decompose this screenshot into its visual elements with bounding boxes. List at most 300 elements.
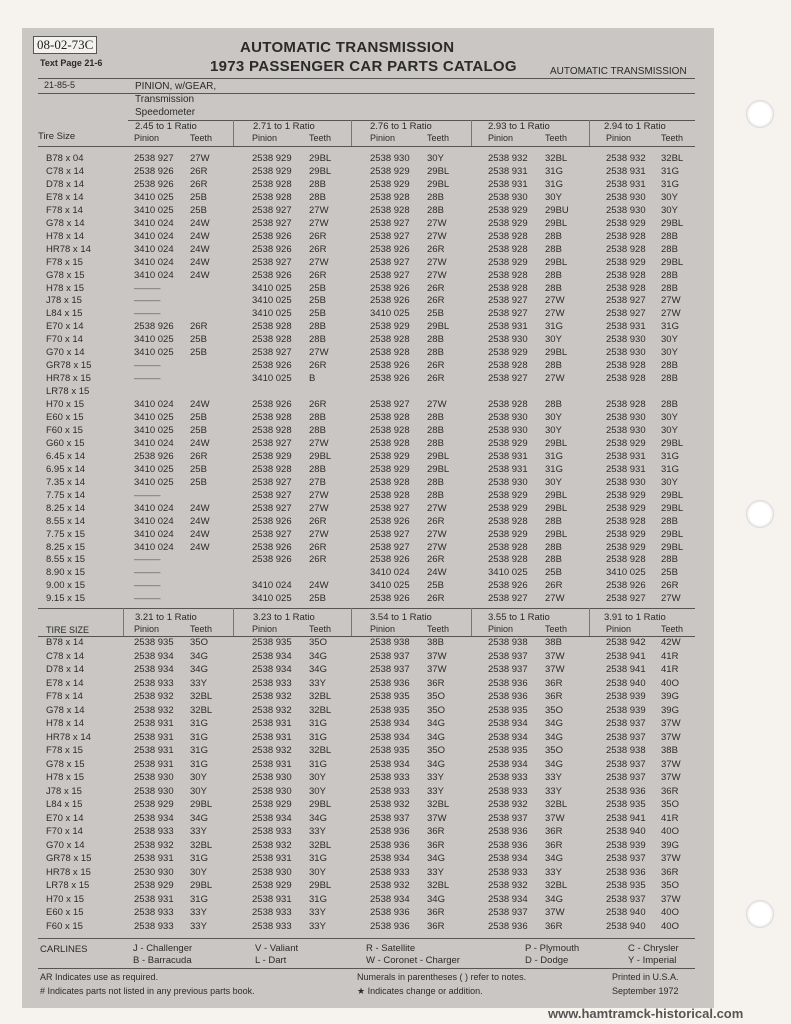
- tire-size-cell: F78 x 15: [46, 745, 83, 757]
- pinion-part-cell: 2538 934: [134, 664, 174, 676]
- pinion-part-cell: 2538 928: [488, 269, 528, 281]
- pinion-part-cell: 2538 927: [252, 476, 292, 488]
- pinion-part-cell: 2538 926: [488, 580, 528, 592]
- pinion-part-cell: 2538 927: [370, 502, 410, 514]
- tire-size-cell: L84 x 15: [46, 308, 83, 320]
- teeth-header: Teeth: [427, 624, 450, 634]
- teeth-header: Teeth: [661, 133, 684, 143]
- pinion-part-cell: 2538 931: [488, 463, 528, 475]
- pinion-part-cell: 2538 929: [134, 880, 174, 892]
- pinion-part-cell: 2538 933: [252, 826, 292, 838]
- teeth-cell: 26R: [309, 515, 327, 527]
- teeth-cell: 35O: [545, 745, 563, 757]
- pinion-part-cell: 2538 926: [370, 295, 410, 307]
- table-row: [0, 880, 791, 893]
- pinion-part-cell: 2538 931: [134, 745, 174, 757]
- teeth-cell: 37W: [545, 664, 565, 676]
- pinion-part-cell: 2538 931: [606, 450, 646, 462]
- teeth-cell: 26R: [309, 360, 327, 372]
- tire-size-cell: B78 x 04: [46, 153, 84, 164]
- pinion-part-cell: 3410 024: [134, 528, 174, 540]
- teeth-cell: 27W: [661, 295, 681, 307]
- pinion-part-cell: 2538 930: [488, 424, 528, 436]
- pinion-part-cell: 2538 927: [370, 230, 410, 242]
- pinion-part-cell: 2538 931: [488, 321, 528, 333]
- teeth-cell: 29BL: [661, 528, 684, 540]
- teeth-cell: 27W: [661, 308, 681, 320]
- pinion-part-cell: 2538 931: [488, 450, 528, 462]
- teeth-cell: 31G: [545, 165, 563, 177]
- teeth-cell: 29BL: [661, 437, 684, 449]
- teeth-cell: 31G: [309, 731, 327, 743]
- teeth-cell: 32BL: [427, 880, 450, 892]
- pinion-part-cell: 2538 940: [606, 826, 646, 838]
- pinion-part-cell: 3410 024: [134, 256, 174, 268]
- pinion-part-cell: 2538 930: [488, 191, 528, 203]
- pinion-part-cell: 2538 927: [134, 153, 174, 164]
- table-row: [0, 772, 791, 785]
- tire-size-cell: E60 x 15: [46, 907, 84, 919]
- teeth-cell: 24W: [190, 502, 210, 514]
- table-row: [0, 705, 791, 718]
- teeth-cell: 28B: [427, 424, 444, 436]
- pinion-part-cell: 3410 025: [134, 191, 174, 203]
- pinion-part-cell: 2538 936: [488, 826, 528, 838]
- pinion-part-cell: 2538 933: [134, 826, 174, 838]
- pinion-part-cell: 2538 929: [606, 489, 646, 501]
- teeth-cell: 24W: [190, 399, 210, 411]
- teeth-cell: 28B: [661, 243, 678, 255]
- tire-size-cell: H78 x 15: [46, 282, 85, 294]
- pinion-part-cell: 2538 938: [488, 637, 528, 648]
- pinion-part-cell: 2538 933: [252, 920, 292, 932]
- teeth-cell: 27W: [309, 256, 329, 268]
- teeth-cell: 33Y: [309, 907, 326, 919]
- pinion-part-cell: 2538 933: [252, 677, 292, 689]
- teeth-cell: 38B: [545, 637, 562, 648]
- pinion-part-cell: 3410 025: [370, 580, 410, 592]
- pinion-part-cell: 2538 927: [606, 593, 646, 605]
- tire-size-header: TIRE SIZE: [46, 625, 90, 635]
- teeth-cell: 37W: [545, 907, 565, 919]
- teeth-cell: 31G: [190, 731, 208, 743]
- table-row: [0, 691, 791, 704]
- teeth-cell: 30Y: [661, 424, 678, 436]
- pinion-part-cell: 3410 024: [134, 502, 174, 514]
- teeth-cell: 32BL: [309, 691, 332, 703]
- teeth-cell: 34G: [545, 853, 563, 865]
- pinion-part-cell: 2538 937: [370, 664, 410, 676]
- tire-size-cell: 8.25 x 14: [46, 502, 86, 514]
- pinion-part-cell: 2538 934: [488, 758, 528, 770]
- tire-size-cell: F60 x 15: [46, 424, 83, 436]
- page-subtitle: 1973 PASSENGER CAR PARTS CATALOG: [210, 58, 517, 75]
- tire-size-cell: LR78 x 15: [46, 386, 90, 398]
- teeth-cell: 25B: [190, 463, 207, 475]
- pinion-part-cell: 2538 928: [370, 412, 410, 423]
- pinion-part-cell: 2538 937: [606, 893, 646, 905]
- pinion-part-cell: 2538 927: [252, 528, 292, 540]
- pinion-part-cell: 2538 934: [252, 650, 292, 662]
- teeth-cell: 25B: [427, 580, 444, 592]
- tire-size-cell: B78 x 14: [46, 637, 84, 648]
- pinion-part-cell: 2538 936: [606, 866, 646, 878]
- teeth-cell: 35O: [190, 637, 208, 648]
- table-row: [0, 516, 791, 529]
- teeth-cell: 29BL: [545, 217, 568, 229]
- teeth-cell: 28B: [309, 463, 326, 475]
- teeth-cell: 37W: [661, 772, 681, 784]
- teeth-cell: 34G: [427, 718, 445, 730]
- table-row: [0, 593, 791, 606]
- teeth-cell: 31G: [545, 321, 563, 333]
- table-row: [0, 542, 791, 555]
- teeth-cell: 29BL: [545, 347, 568, 359]
- tire-size-cell: C78 x 14: [46, 650, 85, 662]
- teeth-cell: 31G: [661, 321, 679, 333]
- pinion-part-cell: 2538 939: [606, 691, 646, 703]
- pinion-part-cell: 2538 934: [134, 650, 174, 662]
- teeth-cell: 29BL: [545, 437, 568, 449]
- teeth-cell: 27W: [309, 528, 329, 540]
- pinion-part-cell: 2538 927: [370, 541, 410, 553]
- teeth-cell: 26R: [427, 515, 445, 527]
- pinion-part-cell: ———: [134, 593, 160, 605]
- pinion-part-cell: ———: [134, 580, 160, 592]
- pinion-part-cell: 2538 937: [370, 650, 410, 662]
- table-row: [0, 529, 791, 542]
- pinion-part-cell: 2538 927: [252, 502, 292, 514]
- teeth-cell: 35O: [427, 704, 445, 716]
- tire-size-cell: C78 x 14: [46, 165, 85, 177]
- table-row: [0, 283, 791, 296]
- teeth-cell: 36R: [427, 920, 445, 932]
- pinion-part-cell: 2538 929: [606, 437, 646, 449]
- teeth-cell: 29BL: [545, 528, 568, 540]
- teeth-cell: 27W: [309, 217, 329, 229]
- pinion-part-cell: 2538 929: [606, 502, 646, 514]
- teeth-cell: 36R: [661, 785, 679, 797]
- tire-size-cell: D78 x 14: [46, 178, 85, 190]
- teeth-cell: 33Y: [545, 772, 562, 784]
- teeth-cell: 25B: [190, 334, 207, 346]
- pinion-part-cell: 3410 024: [134, 399, 174, 411]
- tire-size-cell: E60 x 15: [46, 412, 84, 423]
- table-row: [0, 813, 791, 826]
- teeth-cell: 33Y: [427, 785, 444, 797]
- pinion-part-cell: 2538 937: [488, 812, 528, 824]
- page-title: AUTOMATIC TRANSMISSION: [240, 39, 455, 56]
- teeth-cell: 40O: [661, 907, 679, 919]
- teeth-cell: 25B: [309, 282, 326, 294]
- teeth-cell: 24W: [190, 256, 210, 268]
- teeth-cell: 34G: [309, 812, 327, 824]
- table-row: [0, 425, 791, 438]
- teeth-cell: 31G: [309, 853, 327, 865]
- teeth-cell: 27W: [309, 489, 329, 501]
- pinion-part-cell: 2538 928: [252, 191, 292, 203]
- pinion-part-cell: 2538 931: [252, 893, 292, 905]
- teeth-cell: 30Y: [661, 204, 678, 216]
- table-row: [0, 894, 791, 907]
- pinion-part-cell: 2538 933: [134, 677, 174, 689]
- teeth-cell: 32BL: [661, 153, 684, 164]
- pinion-part-cell: 2538 926: [252, 554, 292, 566]
- table-row: [0, 718, 791, 731]
- pinion-part-cell: 2538 930: [606, 347, 646, 359]
- pinion-part-cell: 2538 930: [488, 334, 528, 346]
- pinion-part-cell: 2538 929: [488, 528, 528, 540]
- table-row: [0, 451, 791, 464]
- teeth-cell: 37W: [427, 664, 447, 676]
- table-row: [0, 745, 791, 758]
- teeth-cell: 29BL: [427, 178, 450, 190]
- pinion-part-cell: 3410 025: [134, 424, 174, 436]
- pinion-part-cell: 2538 927: [488, 308, 528, 320]
- pinion-part-cell: 2538 941: [606, 650, 646, 662]
- pinion-part-cell: 2538 940: [606, 907, 646, 919]
- pinion-part-cell: 2538 933: [370, 772, 410, 784]
- teeth-cell: 33Y: [427, 866, 444, 878]
- teeth-cell: 30Y: [309, 785, 326, 797]
- teeth-cell: 25B: [190, 476, 207, 488]
- pinion-part-cell: 2538 927: [488, 593, 528, 605]
- pinion-part-cell: 2538 937: [606, 853, 646, 865]
- teeth-cell: 31G: [190, 853, 208, 865]
- table-row: [0, 166, 791, 179]
- pinion-part-cell: 2538 933: [488, 772, 528, 784]
- pinion-header: Pinion: [606, 133, 632, 143]
- pinion-part-cell: 2538 935: [370, 691, 410, 703]
- pinion-part-cell: 2538 928: [252, 424, 292, 436]
- pinion-part-cell: 2538 928: [488, 243, 528, 255]
- teeth-cell: 31G: [661, 165, 679, 177]
- teeth-header: Teeth: [545, 133, 568, 143]
- teeth-cell: 31G: [309, 893, 327, 905]
- col-divider: [233, 608, 234, 636]
- col-divider: [351, 608, 352, 636]
- teeth-cell: 29BL: [309, 153, 332, 164]
- table-row: [0, 360, 791, 373]
- teeth-cell: 32BL: [309, 839, 332, 851]
- teeth-cell: 34G: [545, 718, 563, 730]
- teeth-cell: 29BL: [661, 502, 684, 514]
- pinion-part-cell: 2538 933: [370, 785, 410, 797]
- teeth-cell: 29BL: [661, 256, 684, 268]
- tire-size-cell: HR78 x 15: [46, 373, 91, 385]
- pinion-part-cell: 2538 934: [252, 664, 292, 676]
- pinion-part-cell: ———: [134, 295, 160, 307]
- teeth-cell: 36R: [545, 677, 563, 689]
- teeth-cell: 29BL: [427, 450, 450, 462]
- teeth-cell: 27W: [309, 502, 329, 514]
- table-row: [0, 732, 791, 745]
- teeth-cell: 26R: [309, 269, 327, 281]
- tire-size-cell: G78 x 14: [46, 704, 85, 716]
- teeth-cell: 25B: [309, 295, 326, 307]
- pinion-part-cell: 2538 929: [370, 463, 410, 475]
- pinion-part-cell: 2538 928: [252, 334, 292, 346]
- teeth-cell: 29BU: [545, 204, 569, 216]
- pinion-header: Pinion: [370, 624, 396, 634]
- tire-size-cell: H78 x 14: [46, 230, 85, 242]
- tire-size-cell: F78 x 14: [46, 204, 83, 216]
- pinion-part-cell: 2538 936: [488, 920, 528, 932]
- pinion-part-cell: 2538 934: [370, 718, 410, 730]
- tire-size-cell: G60 x 15: [46, 437, 85, 449]
- pinion-part-cell: 2538 928: [606, 554, 646, 566]
- pinion-part-cell: 3410 025: [134, 412, 174, 423]
- pinion-part-cell: 2538 927: [370, 217, 410, 229]
- teeth-cell: 25B: [309, 593, 326, 605]
- pinion-part-cell: 2538 930: [606, 191, 646, 203]
- tire-size-cell: G78 x 14: [46, 217, 85, 229]
- pinion-part-cell: 2538 932: [370, 880, 410, 892]
- pinion-part-cell: 3410 025: [252, 373, 292, 385]
- pinion-part-cell: 2538 933: [134, 907, 174, 919]
- teeth-cell: 32BL: [190, 691, 213, 703]
- teeth-cell: 28B: [545, 360, 562, 372]
- teeth-cell: 30Y: [309, 866, 326, 878]
- table-row: [0, 295, 791, 308]
- teeth-cell: 30Y: [545, 191, 562, 203]
- teeth-cell: 26R: [427, 282, 445, 294]
- tire-size-cell: 9.00 x 15: [46, 580, 86, 592]
- pinion-part-cell: 2538 928: [488, 515, 528, 527]
- teeth-cell: 30Y: [427, 153, 444, 164]
- pinion-part-cell: 2538 935: [252, 637, 292, 648]
- teeth-cell: 28B: [427, 334, 444, 346]
- teeth-cell: 35O: [309, 637, 327, 648]
- pinion-part-cell: 2538 934: [370, 853, 410, 865]
- pinion-part-cell: 2538 928: [488, 282, 528, 294]
- teeth-cell: 29BL: [190, 799, 213, 811]
- teeth-cell: 27B: [309, 476, 326, 488]
- teeth-cell: 28B: [427, 437, 444, 449]
- col-divider: [589, 608, 590, 636]
- pinion-part-cell: 2538 929: [252, 880, 292, 892]
- tire-size-cell: GR78 x 15: [46, 360, 92, 372]
- pinion-part-cell: 2538 935: [370, 704, 410, 716]
- teeth-cell: 36R: [427, 907, 445, 919]
- tire-size-cell: J78 x 15: [46, 785, 82, 797]
- teeth-cell: 33Y: [190, 920, 207, 932]
- tire-size-cell: HR78 x 15: [46, 866, 91, 878]
- ratio-header: 3.91 to 1 Ratio: [604, 612, 666, 623]
- pinion-part-cell: 2538 931: [252, 758, 292, 770]
- teeth-cell: 28B: [545, 515, 562, 527]
- teeth-header: Teeth: [427, 133, 450, 143]
- pinion-part-cell: 2538 935: [134, 637, 174, 648]
- pinion-part-cell: ———: [134, 282, 160, 294]
- table-row: [0, 412, 791, 425]
- teeth-cell: 24W: [190, 217, 210, 229]
- pinion-part-cell: 2538 927: [370, 256, 410, 268]
- pinion-part-cell: 2538 935: [606, 880, 646, 892]
- watermark-url: www.hamtramck-historical.com: [548, 1006, 744, 1021]
- teeth-cell: 29BL: [427, 321, 450, 333]
- carline-entry: P - Plymouth: [525, 943, 580, 954]
- teeth-cell: 34G: [545, 893, 563, 905]
- teeth-cell: 38B: [427, 637, 444, 648]
- pinion-part-cell: 2538 939: [606, 704, 646, 716]
- date-code: 08-02-73C: [33, 36, 97, 54]
- pinion-part-cell: 2538 929: [606, 541, 646, 553]
- pinion-part-cell: 2538 929: [252, 165, 292, 177]
- pinion-header: Pinion: [134, 133, 160, 143]
- pinion-part-cell: 2538 926: [370, 373, 410, 385]
- pinion-part-cell: 2538 927: [370, 399, 410, 411]
- pinion-part-cell: 2538 928: [252, 412, 292, 423]
- carlines-label: CARLINES: [40, 944, 88, 955]
- teeth-cell: 24W: [190, 230, 210, 242]
- teeth-cell: 25B: [661, 567, 678, 579]
- pinion-part-cell: 2538 929: [252, 799, 292, 811]
- pinion-part-cell: 2538 931: [252, 718, 292, 730]
- ratio-header: 2.71 to 1 Ratio: [253, 121, 315, 132]
- teeth-cell: 37W: [661, 893, 681, 905]
- pinion-part-cell: 2538 933: [488, 785, 528, 797]
- teeth-cell: 37W: [661, 731, 681, 743]
- teeth-cell: 31G: [661, 463, 679, 475]
- table-row: [0, 567, 791, 580]
- teeth-cell: 27W: [427, 230, 447, 242]
- teeth-cell: 32BL: [427, 799, 450, 811]
- pinion-part-cell: 2538 928: [606, 282, 646, 294]
- table-row: [0, 192, 791, 205]
- pinion-part-cell: 2538 929: [488, 502, 528, 514]
- pinion-header: Pinion: [488, 133, 514, 143]
- pinion-part-cell: 2538 926: [134, 178, 174, 190]
- pinion-part-cell: 2538 934: [252, 812, 292, 824]
- teeth-cell: 26R: [661, 580, 679, 592]
- pinion-part-cell: 2538 942: [606, 637, 646, 648]
- teeth-cell: 28B: [427, 489, 444, 501]
- teeth-cell: 31G: [190, 758, 208, 770]
- pinion-part-cell: 2538 926: [252, 515, 292, 527]
- pinion-part-cell: 3410 024: [370, 567, 410, 579]
- teeth-cell: 28B: [309, 191, 326, 203]
- teeth-cell: 34G: [427, 758, 445, 770]
- pinion-part-cell: 2538 931: [606, 178, 646, 190]
- pinion-part-cell: 2538 928: [606, 399, 646, 411]
- pinion-part-cell: ———: [134, 373, 160, 385]
- pinion-part-cell: 2538 937: [488, 907, 528, 919]
- pinion-part-cell: 2538 926: [134, 165, 174, 177]
- pinion-part-cell: 2538 928: [606, 515, 646, 527]
- teeth-header: Teeth: [661, 624, 684, 634]
- pinion-part-cell: 2538 928: [370, 476, 410, 488]
- teeth-cell: 27W: [427, 269, 447, 281]
- pinion-part-cell: 2538 934: [488, 731, 528, 743]
- teeth-cell: 27W: [427, 528, 447, 540]
- pinion-part-cell: 2538 935: [606, 799, 646, 811]
- table-row: [0, 464, 791, 477]
- pinion-part-cell: 2538 931: [134, 718, 174, 730]
- carline-entry: C - Chrysler: [628, 943, 679, 954]
- rule: [38, 146, 695, 147]
- tire-size-cell: H78 x 14: [46, 718, 85, 730]
- teeth-cell: 33Y: [190, 826, 207, 838]
- pinion-part-cell: 3410 024: [134, 541, 174, 553]
- teeth-cell: 31G: [661, 178, 679, 190]
- tire-size-cell: F78 x 15: [46, 256, 83, 268]
- teeth-cell: 28B: [545, 269, 562, 281]
- table-row: [0, 490, 791, 503]
- table-row: [0, 554, 791, 567]
- pinion-part-cell: 3410 025: [252, 308, 292, 320]
- teeth-cell: 34G: [190, 650, 208, 662]
